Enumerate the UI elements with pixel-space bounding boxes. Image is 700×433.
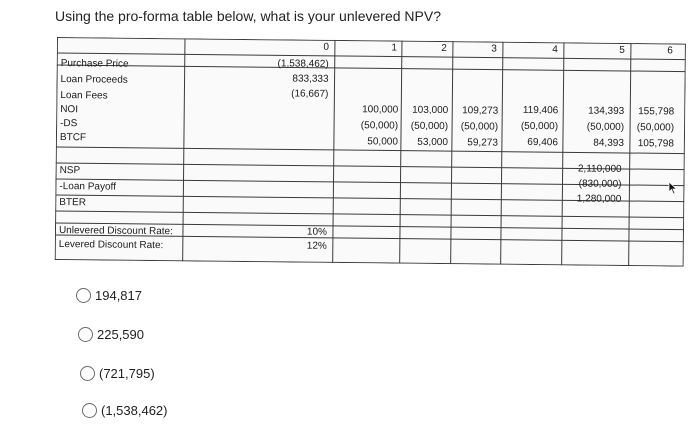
radio-button[interactable]	[76, 288, 91, 303]
loan-proceeds-value: 833,333	[292, 73, 329, 85]
label-loan-proceeds: Loan Proceeds	[60, 74, 128, 86]
noi-year-3: 109,273	[462, 105, 499, 117]
year-header-4: 4	[552, 44, 558, 56]
radio-button[interactable]	[80, 366, 95, 381]
answer-option-4[interactable]	[82, 403, 168, 418]
noi-year-4: 119,406	[522, 104, 559, 117]
label-nsp: NSP	[59, 165, 81, 177]
year-header-2: 2	[441, 43, 447, 55]
nsp-year-5: 2,110,000	[577, 163, 622, 175]
year-header-3: 3	[491, 43, 497, 55]
btcf-year-5: 84,393	[593, 137, 624, 149]
year-header-6: 6	[667, 45, 673, 57]
label-ds: -DS	[60, 118, 78, 130]
ds-year-4: (50,000)	[520, 120, 559, 133]
answer-option-2[interactable]	[78, 327, 144, 342]
year-header-5: 5	[619, 44, 625, 56]
answer-option-label: 194,817	[95, 288, 142, 303]
bter-year-5: 1,280,000	[576, 193, 622, 205]
noi-year-6: 155,798	[638, 106, 675, 118]
year-header-1: 1	[391, 42, 397, 54]
answer-option-label: (1,538,462)	[101, 403, 168, 418]
noi-year-1: 100,000	[362, 104, 399, 116]
answer-option-1[interactable]	[76, 288, 142, 303]
loan-payoff-year-5: (830,000)	[578, 178, 622, 190]
answer-option-3[interactable]	[80, 366, 155, 381]
ds-year-2: (50,000)	[410, 120, 449, 133]
btcf-year-2: 53,000	[417, 136, 448, 149]
label-loan-fees: Loan Fees	[60, 90, 108, 102]
radio-button[interactable]	[78, 327, 93, 342]
label-noi: NOI	[60, 104, 79, 116]
label-btcf: BTCF	[59, 132, 87, 144]
noi-year-5: 134,393	[588, 105, 625, 117]
mouse-pointer-icon	[668, 181, 678, 195]
year-header-0: 0	[323, 41, 329, 53]
btcf-year-3: 59,273	[467, 137, 498, 149]
btcf-year-4: 69,406	[527, 136, 558, 149]
purchase-price-value: (1,538,462)	[277, 58, 329, 70]
answer-option-label: 225,590	[97, 327, 144, 342]
noi-year-2: 103,000	[412, 104, 449, 117]
label-levered-rate: Levered Discount Rate:	[58, 239, 164, 252]
ds-year-6: (50,000)	[636, 122, 675, 134]
ds-year-3: (50,000)	[460, 121, 499, 133]
unlevered-rate-value: 10%	[306, 226, 328, 238]
label-loan-payoff: -Loan Payoff	[59, 181, 117, 193]
ds-year-1: (50,000)	[360, 120, 399, 132]
label-unlevered-rate: Unlevered Discount Rate:	[58, 225, 173, 238]
btcf-year-6: 105,798	[637, 138, 674, 150]
answer-option-label: (721,795)	[99, 366, 155, 381]
pro-forma-table	[55, 37, 686, 267]
question-text: Using the pro-forma table below, what is your unlevered NPV?	[55, 8, 441, 24]
btcf-year-1: 50,000	[367, 136, 398, 148]
radio-button[interactable]	[82, 403, 97, 418]
levered-rate-value: 12%	[306, 240, 327, 252]
loan-fees-value: (16,667)	[291, 88, 329, 100]
ds-year-5: (50,000)	[586, 121, 625, 133]
label-bter: BTER	[59, 197, 86, 209]
label-purchase-price: Purchase Price	[60, 58, 129, 70]
